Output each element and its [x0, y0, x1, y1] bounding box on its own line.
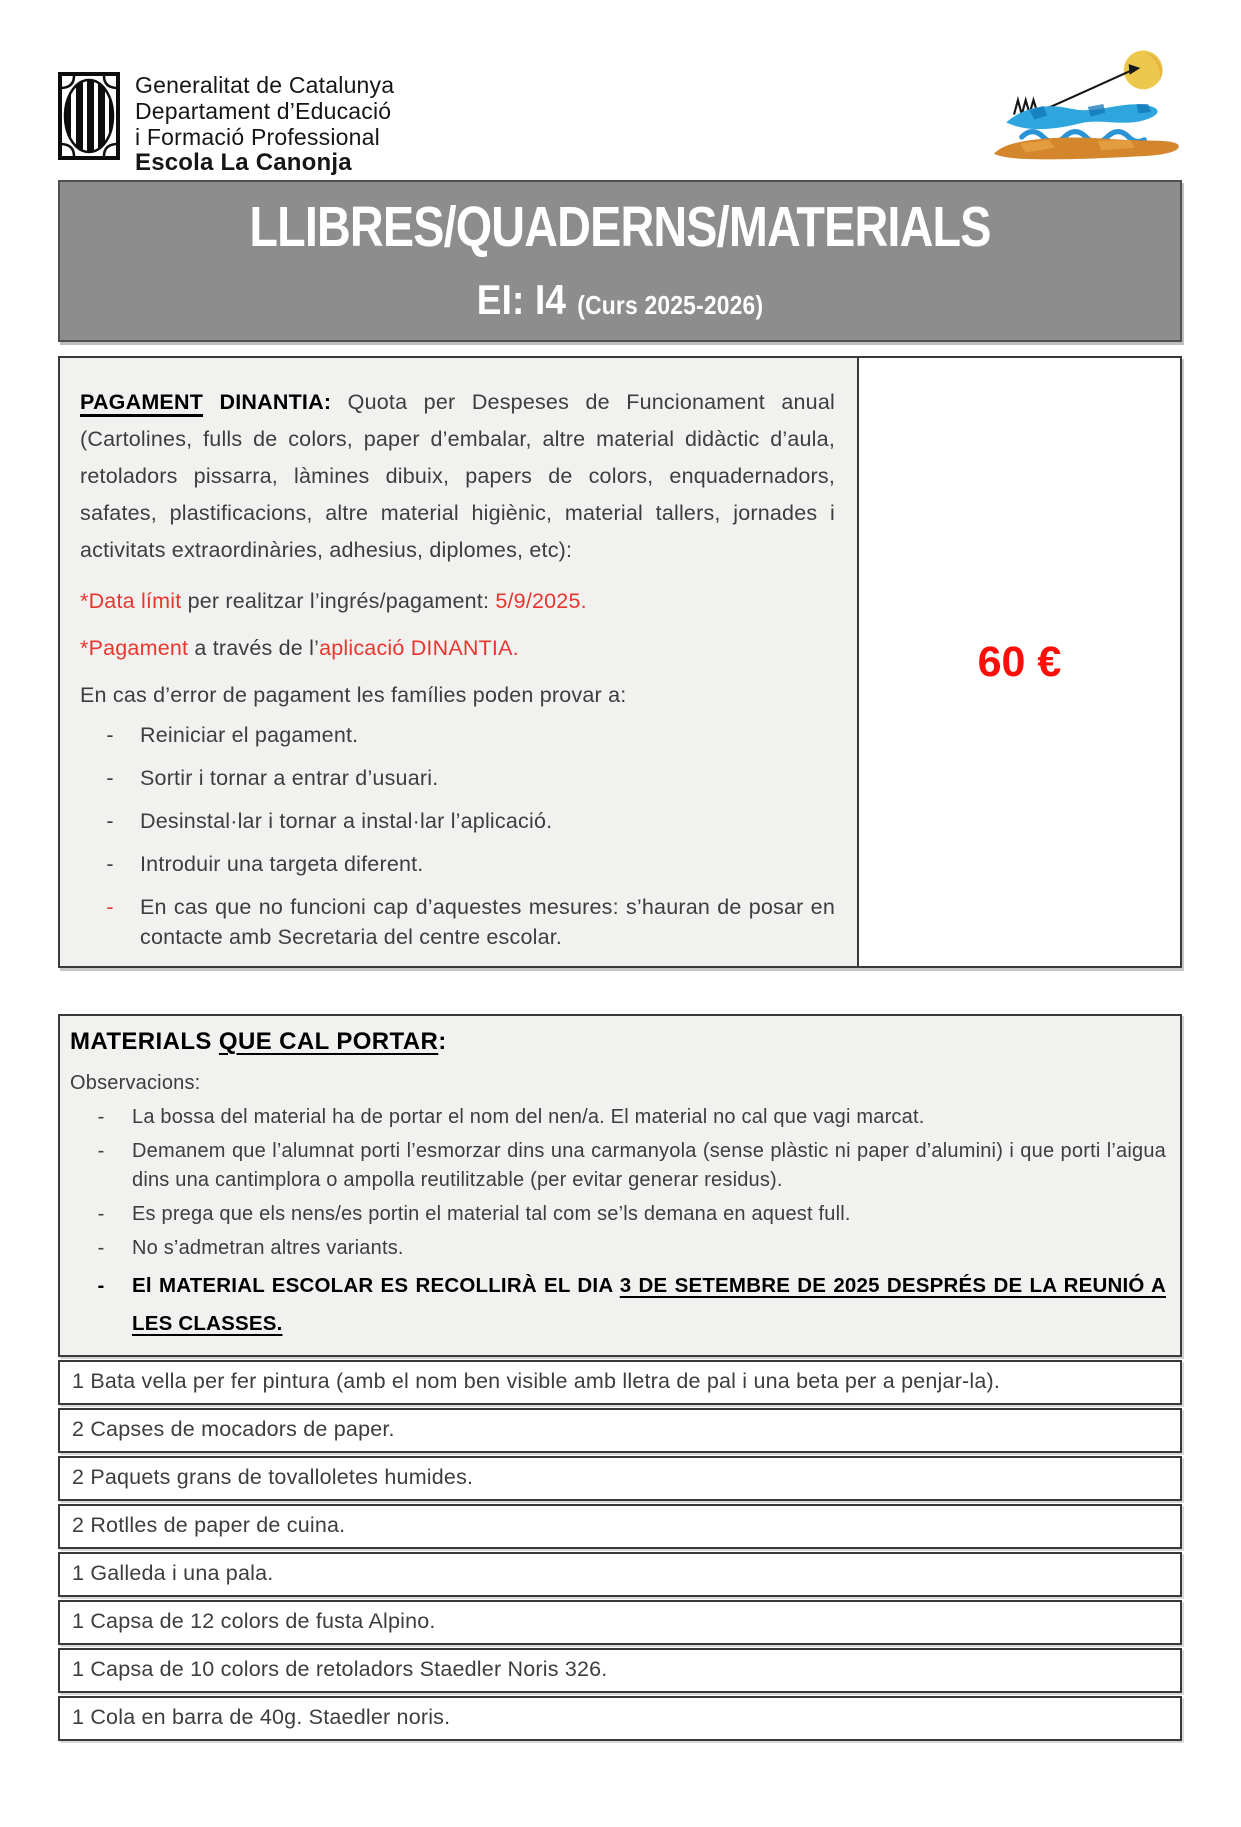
- payment-app-name: aplicació DINANTIA.: [319, 636, 519, 660]
- materials-section: [58, 1014, 1182, 1741]
- payment-method-label: *Pagament: [80, 636, 189, 660]
- observations-label: Observacions:: [70, 1072, 201, 1094]
- materials-title: [70, 1028, 1166, 1056]
- observation-item: - La bossa del material ha de portar el nom del nen/a. El material no cal que vagi marcat.: [70, 1103, 1166, 1132]
- org-dept-line2: i Formació Professional: [135, 124, 380, 150]
- notice-prefix: El MATERIAL ESCOLAR ES RECOLLIRÀ EL DIA: [132, 1274, 613, 1297]
- material-item-row: 1 Bata vella per fer pintura (amb el nom ben visible amb lletra de pal i una beta per a penjar-la).: [58, 1360, 1182, 1405]
- materials-title-colon: :: [438, 1028, 447, 1055]
- material-item-row: 1 Galleda i una pala.: [58, 1552, 1182, 1597]
- course-level: EI: I4: [476, 276, 567, 323]
- payment-amount-cell: [859, 358, 1180, 966]
- payment-step: - Introduir una targeta diferent.: [80, 846, 835, 882]
- generalitat-seal-icon: [58, 72, 120, 160]
- header: [58, 72, 1185, 176]
- payment-intro-text: Quota per Despeses de Funcionament anual (Cartolines, fulls de colors, paper d’embalar, altre material didàctic d’aula, retoladors pissarra, làmines dibuix, papers de colors, enquadernadors, safates, plastificacions, altre material higiènic, material tallers, jornades i activitats extraordinàries, adhesius, diplomes, etc):: [80, 390, 835, 562]
- document-page: [0, 72, 1241, 1827]
- payment-heading-underlined: PAGAMENT: [80, 390, 204, 414]
- material-item-row: 1 Capsa de 12 colors de fusta Alpino.: [58, 1600, 1182, 1645]
- course-subtitle: [127, 276, 1113, 324]
- deadline-text: per realitzar l’ingrés/pagament:: [187, 589, 490, 613]
- payment-error-intro: En cas d’error de pagament les famílies poden provar a:: [80, 683, 627, 707]
- org-name: Generalitat de Catalunya: [135, 72, 395, 98]
- observation-notice: [70, 1267, 1166, 1343]
- title-banner: [58, 180, 1182, 342]
- notice-date-underlined: 3 DE SETEMBRE DE 2025 DESPRÉS DE LA REUNIÓ A LES CLASSES.: [132, 1274, 1166, 1335]
- payment-intro-paragraph: [80, 384, 835, 569]
- org-identity: [58, 72, 394, 176]
- payment-amount: 60 €: [977, 637, 1062, 686]
- deadline-date: 5/9/2025.: [495, 589, 587, 613]
- payment-step: - Desinstal·lar i tornar a instal·lar l’aplicació.: [80, 803, 835, 839]
- payment-method-text: a través de l’: [194, 636, 320, 660]
- material-item-row: 1 Cola en barra de 40g. Staedler noris.: [58, 1696, 1182, 1741]
- materials-header-box: [58, 1014, 1182, 1357]
- observation-item: - Es prega que els nens/es portin el material tal com se’ls demana en aquest full.: [70, 1200, 1166, 1229]
- material-item-row: 2 Rotlles de paper de cuina.: [58, 1504, 1182, 1549]
- materials-title-underlined: QUE CAL PORTAR: [218, 1028, 439, 1055]
- material-item-row: 1 Capsa de 10 colors de retoladors Staedler Noris 326.: [58, 1648, 1182, 1693]
- material-item-row: 2 Paquets grans de tovalloletes humides.: [58, 1456, 1182, 1501]
- school-name: Escola La Canonja: [135, 149, 352, 176]
- school-logo-sun-waves-sand-icon: [913, 42, 1185, 162]
- observation-item: - No s’admetran altres variants.: [70, 1234, 1166, 1263]
- deadline-label: *Data límit: [80, 589, 182, 613]
- payment-step: - Sortir i tornar a entrar d’usuari.: [80, 760, 835, 796]
- payment-heading: DINANTIA:: [219, 390, 332, 414]
- org-text-block: [135, 72, 394, 176]
- document-title: LLIBRES/QUADERNS/MATERIALS: [249, 195, 991, 259]
- payment-details-cell: [60, 358, 859, 966]
- payment-step-contact: - En cas que no funcioni cap d’aquestes mesures: s’hauran de posar en contacte amb Secretaria del centre escolar.: [80, 892, 835, 952]
- org-dept-line1: Departament d’Educació: [135, 98, 392, 124]
- course-year: (Curs 2025-2026): [577, 290, 764, 320]
- observation-item: - Demanem que l’alumnat porti l’esmorzar dins una carmanyola (sense plàstic ni paper d’alumini) i que porti l’aigua dins una cantimplora o ampolla reutilitzable (per evitar generar residus).: [70, 1137, 1166, 1195]
- payment-method-line: [80, 633, 835, 663]
- payment-deadline-line: [80, 586, 835, 616]
- material-item-row: 2 Capses de mocadors de paper.: [58, 1408, 1182, 1453]
- observations-list: [70, 1103, 1166, 1343]
- payment-step: - Reiniciar el pagament.: [80, 717, 835, 753]
- materials-title-word: MATERIALS: [70, 1028, 212, 1055]
- payment-table: [58, 356, 1182, 968]
